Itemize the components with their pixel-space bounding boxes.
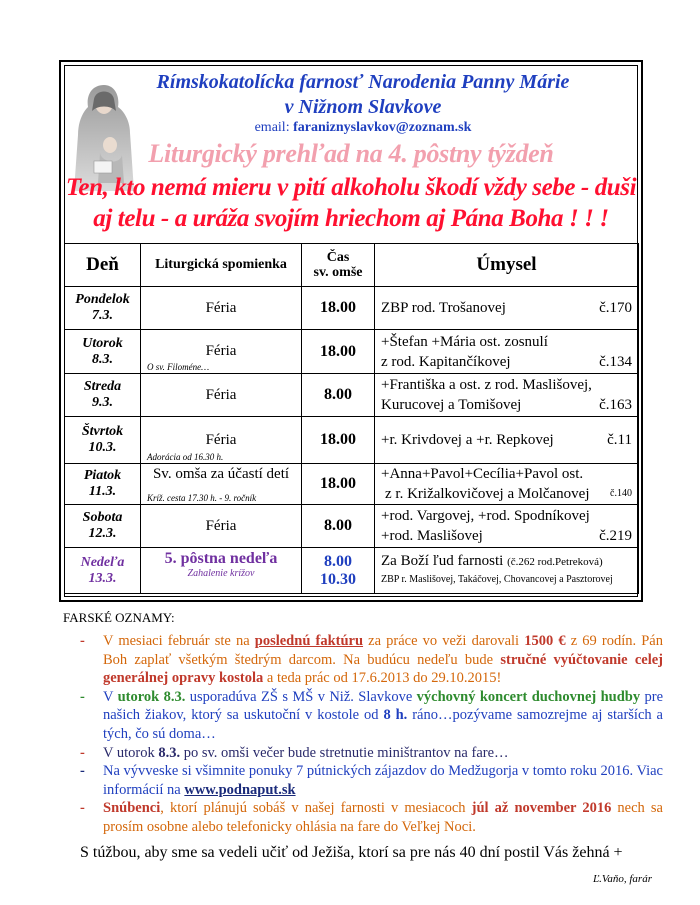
notice-highlight: poslednú faktúru [254,633,364,649]
parish-notices [63,610,663,837]
intention-cell [375,374,639,417]
day-name: Štvrtok [81,424,124,439]
schedule-table [64,243,639,594]
memorial-cell [141,505,302,548]
notice-item [63,744,663,763]
memorial-cell [141,464,302,505]
day-name: Sobota [82,510,123,525]
notices-title: FARSKÉ OZNAMY: [63,610,175,625]
intention-text: z rod. Kapitančíkovej [381,353,511,370]
website-link[interactable]: www.podnaput.sk [184,781,296,798]
day-name: Utorok [82,335,123,351]
memorial-text: Féria [205,299,237,316]
table-row-sunday [65,548,639,594]
intention-text: Kurucovej a Tomišovej [381,397,522,413]
memorial-cell [141,330,302,374]
intention-cell [375,548,639,594]
table-row [65,505,639,548]
day-cell [65,548,141,594]
bullet-dash: - [80,688,85,705]
notice-text: a teda prác od 17.6.2013 do 29.10.2015! [263,670,502,687]
memorial-text: Féria [205,517,237,534]
notice-text: ráno…pozývame samozrejme aj starších a tých, čo sú doma… [103,707,663,742]
memorial-text: Féria [205,343,237,359]
day-cell [65,374,141,417]
notice-highlight: 8.3. [158,744,181,761]
table-row [65,374,639,417]
notices-list [63,632,663,837]
notice-highlight: 1500 € [524,633,566,649]
notice-item [63,799,663,836]
notice-highlight: júl až november 2016 [471,800,612,817]
intention-cell [375,287,639,330]
email-label: email: [254,120,290,135]
notice-text: z 69 rodín. Pán Boh zaplať všetkým štedrým darcom. Na budúcu nedeľu bude [103,633,663,668]
memorial-text: Féria [205,431,237,448]
parish-location: v Nižnom Slavkove [284,96,442,118]
motto-line-1: Ten, kto nemá mieru v pití alkoholu škodí vždy sebe - duši [65,174,637,201]
bulletin-header [64,65,638,243]
intention-text: +r. Krivdovej a +r. Repkovej [381,432,554,448]
bulletin-title: Liturgický prehľad na 4. pôstny týždeň [148,139,554,168]
notice-highlight: utorok 8.3. [117,688,186,705]
day-name: Nedeľa [80,554,125,570]
email-line [76,120,650,136]
day-date: 9.3. [92,395,113,410]
bullet-dash: - [80,800,85,817]
time-cell: 18.00 [302,464,375,505]
memorial-cell [141,374,302,417]
day-date: 10.3. [88,440,117,455]
time-2: 10.30 [320,570,356,588]
memorial-text: Féria [205,386,237,403]
memorial-note: O sv. Filoméne… [147,362,210,372]
notice-highlight: Snúbenci [103,800,161,817]
day-name: Pondelok [75,292,130,307]
memorial-text: 5. pôstna nedeľa [164,550,278,567]
notice-highlight: stručné vyúčtovanie celej generálnej opravy kostola [103,651,663,687]
notice-text: Na vývveske si všimnite ponuky 7 pútnických zájazdov do Medžugorja v tomto roku 2016. Viac informácií na [103,763,663,798]
intention-number: č.11 [607,432,632,448]
header-memorial: Liturgická spomienka [141,244,302,287]
intention-cell [375,505,639,548]
table-row [65,330,639,374]
memorial-cell [141,287,302,330]
day-date: 13.3. [88,570,117,586]
time-cell: 8.00 [302,505,375,548]
notice-item [63,688,663,744]
intention-text: z r. Križalkovičovej a Molčanovej [385,486,590,502]
notice-text: V mesiaci február ste na [103,633,255,649]
notice-item [63,632,663,688]
time-cell [302,548,375,594]
notice-text: nech sa prosím osobne alebo telefonicky ohlásia na fare do Veľkej Noci. [103,800,663,835]
table-row [65,287,639,330]
notice-item [63,762,663,799]
intention-number: č.219 [599,528,632,544]
bullet-dash: - [80,763,85,780]
signature: Ľ.Vaňo, farár [593,873,652,885]
notice-text: za práce vo veži darovali [363,633,525,649]
notice-text: pre našich žiakov, ktorý sa uskutoční v kostole od [103,688,664,724]
notice-highlight: výchovný koncert duchovnej hudby [416,688,641,705]
day-date: 8.3. [92,351,113,367]
intention-cell [375,464,639,505]
time-cell: 18.00 [302,330,375,374]
time-1: 8.00 [324,552,352,570]
notice-text: V utorok [103,744,159,761]
memorial-text: Sv. omša za účastí detí [152,466,290,482]
intention-text: ZBP rod. Trošanovej [381,300,506,316]
header-intention: Úmysel [375,244,639,287]
intention-number: č.134 [599,353,632,370]
notice-highlight: 8 h. [383,707,408,724]
intention-text: +Františka a ost. z rod. Maslišovej, [381,377,592,393]
day-name: Streda [83,379,122,394]
email-address[interactable]: faraniznyslavkov@zoznam.sk [293,120,472,135]
day-date: 7.3. [92,308,113,323]
bullet-dash: - [80,744,85,761]
time-cell: 18.00 [302,417,375,464]
intention-text: +rod. Vargovej, +rod. Spodníkovej [381,508,590,524]
notice-text: usporadúva ZŠ s MŠ v Niž. Slavkove [185,688,417,705]
table-row [65,464,639,505]
day-cell [65,287,141,330]
intention-cell [375,330,639,374]
header-time-l1: Čas [326,250,350,265]
intention-number: č.140 [610,488,632,499]
closing-line: S túžbou, aby sme sa vedeli učiť od Ježiša, ktorí sa pre nás 40 dní postil Vás žehná + [80,844,623,861]
memorial-note: Kríž. cesta 17.30 h. - 9. ročník [147,493,257,503]
memorial-note: Adorácia od 16.30 h. [147,452,224,462]
intention-cell [375,417,639,464]
notice-text: V [103,688,118,705]
motto [64,172,638,234]
time-cell: 8.00 [302,374,375,417]
day-cell [65,464,141,505]
intention-note: (č.262 rod.Petreková) [507,556,603,568]
intention-number: č.170 [599,300,632,316]
notice-text: po sv. omši večer bude stretnutie miništrantov na fare… [180,744,509,761]
memorial-note: Zahalenie krížov [187,568,255,579]
day-cell [65,417,141,464]
notice-text: , ktorí plánujú sobáš v našej farnosti v mesiacoch [160,800,472,817]
header-time [302,244,375,287]
intention-text: +Štefan +Mária ost. zosnulí [381,333,548,350]
day-cell [65,505,141,548]
memorial-cell [141,417,302,464]
time-cell: 18.00 [302,287,375,330]
day-cell [65,330,141,374]
motto-line-2: aj telu - a uráža svojím hriechom aj Pána Boha ! ! ! [93,205,609,232]
day-date: 12.3. [88,526,117,541]
intention-text: ZBP r. Maslišovej, Takáčovej, Chovancovej a Pasztorovej [381,574,613,585]
intention-text: +Anna+Pavol+Cecília+Pavol ost. [381,466,584,482]
day-name: Piatok [83,468,122,483]
parish-name: Rímskokatolícka farnosť Narodenia Panny Márie [156,71,570,93]
memorial-cell [141,548,302,594]
intention-text: +rod. Maslišovej [381,528,483,544]
intention-number: č.163 [599,397,632,413]
header-time-l2: sv. omše [313,265,363,280]
table-row [65,417,639,464]
table-header-row [65,244,639,287]
header-day: Deň [65,244,141,287]
day-date: 11.3. [88,484,117,499]
bullet-dash: - [80,633,85,649]
intention-text: Za Boží ľud farnosti [381,553,504,569]
